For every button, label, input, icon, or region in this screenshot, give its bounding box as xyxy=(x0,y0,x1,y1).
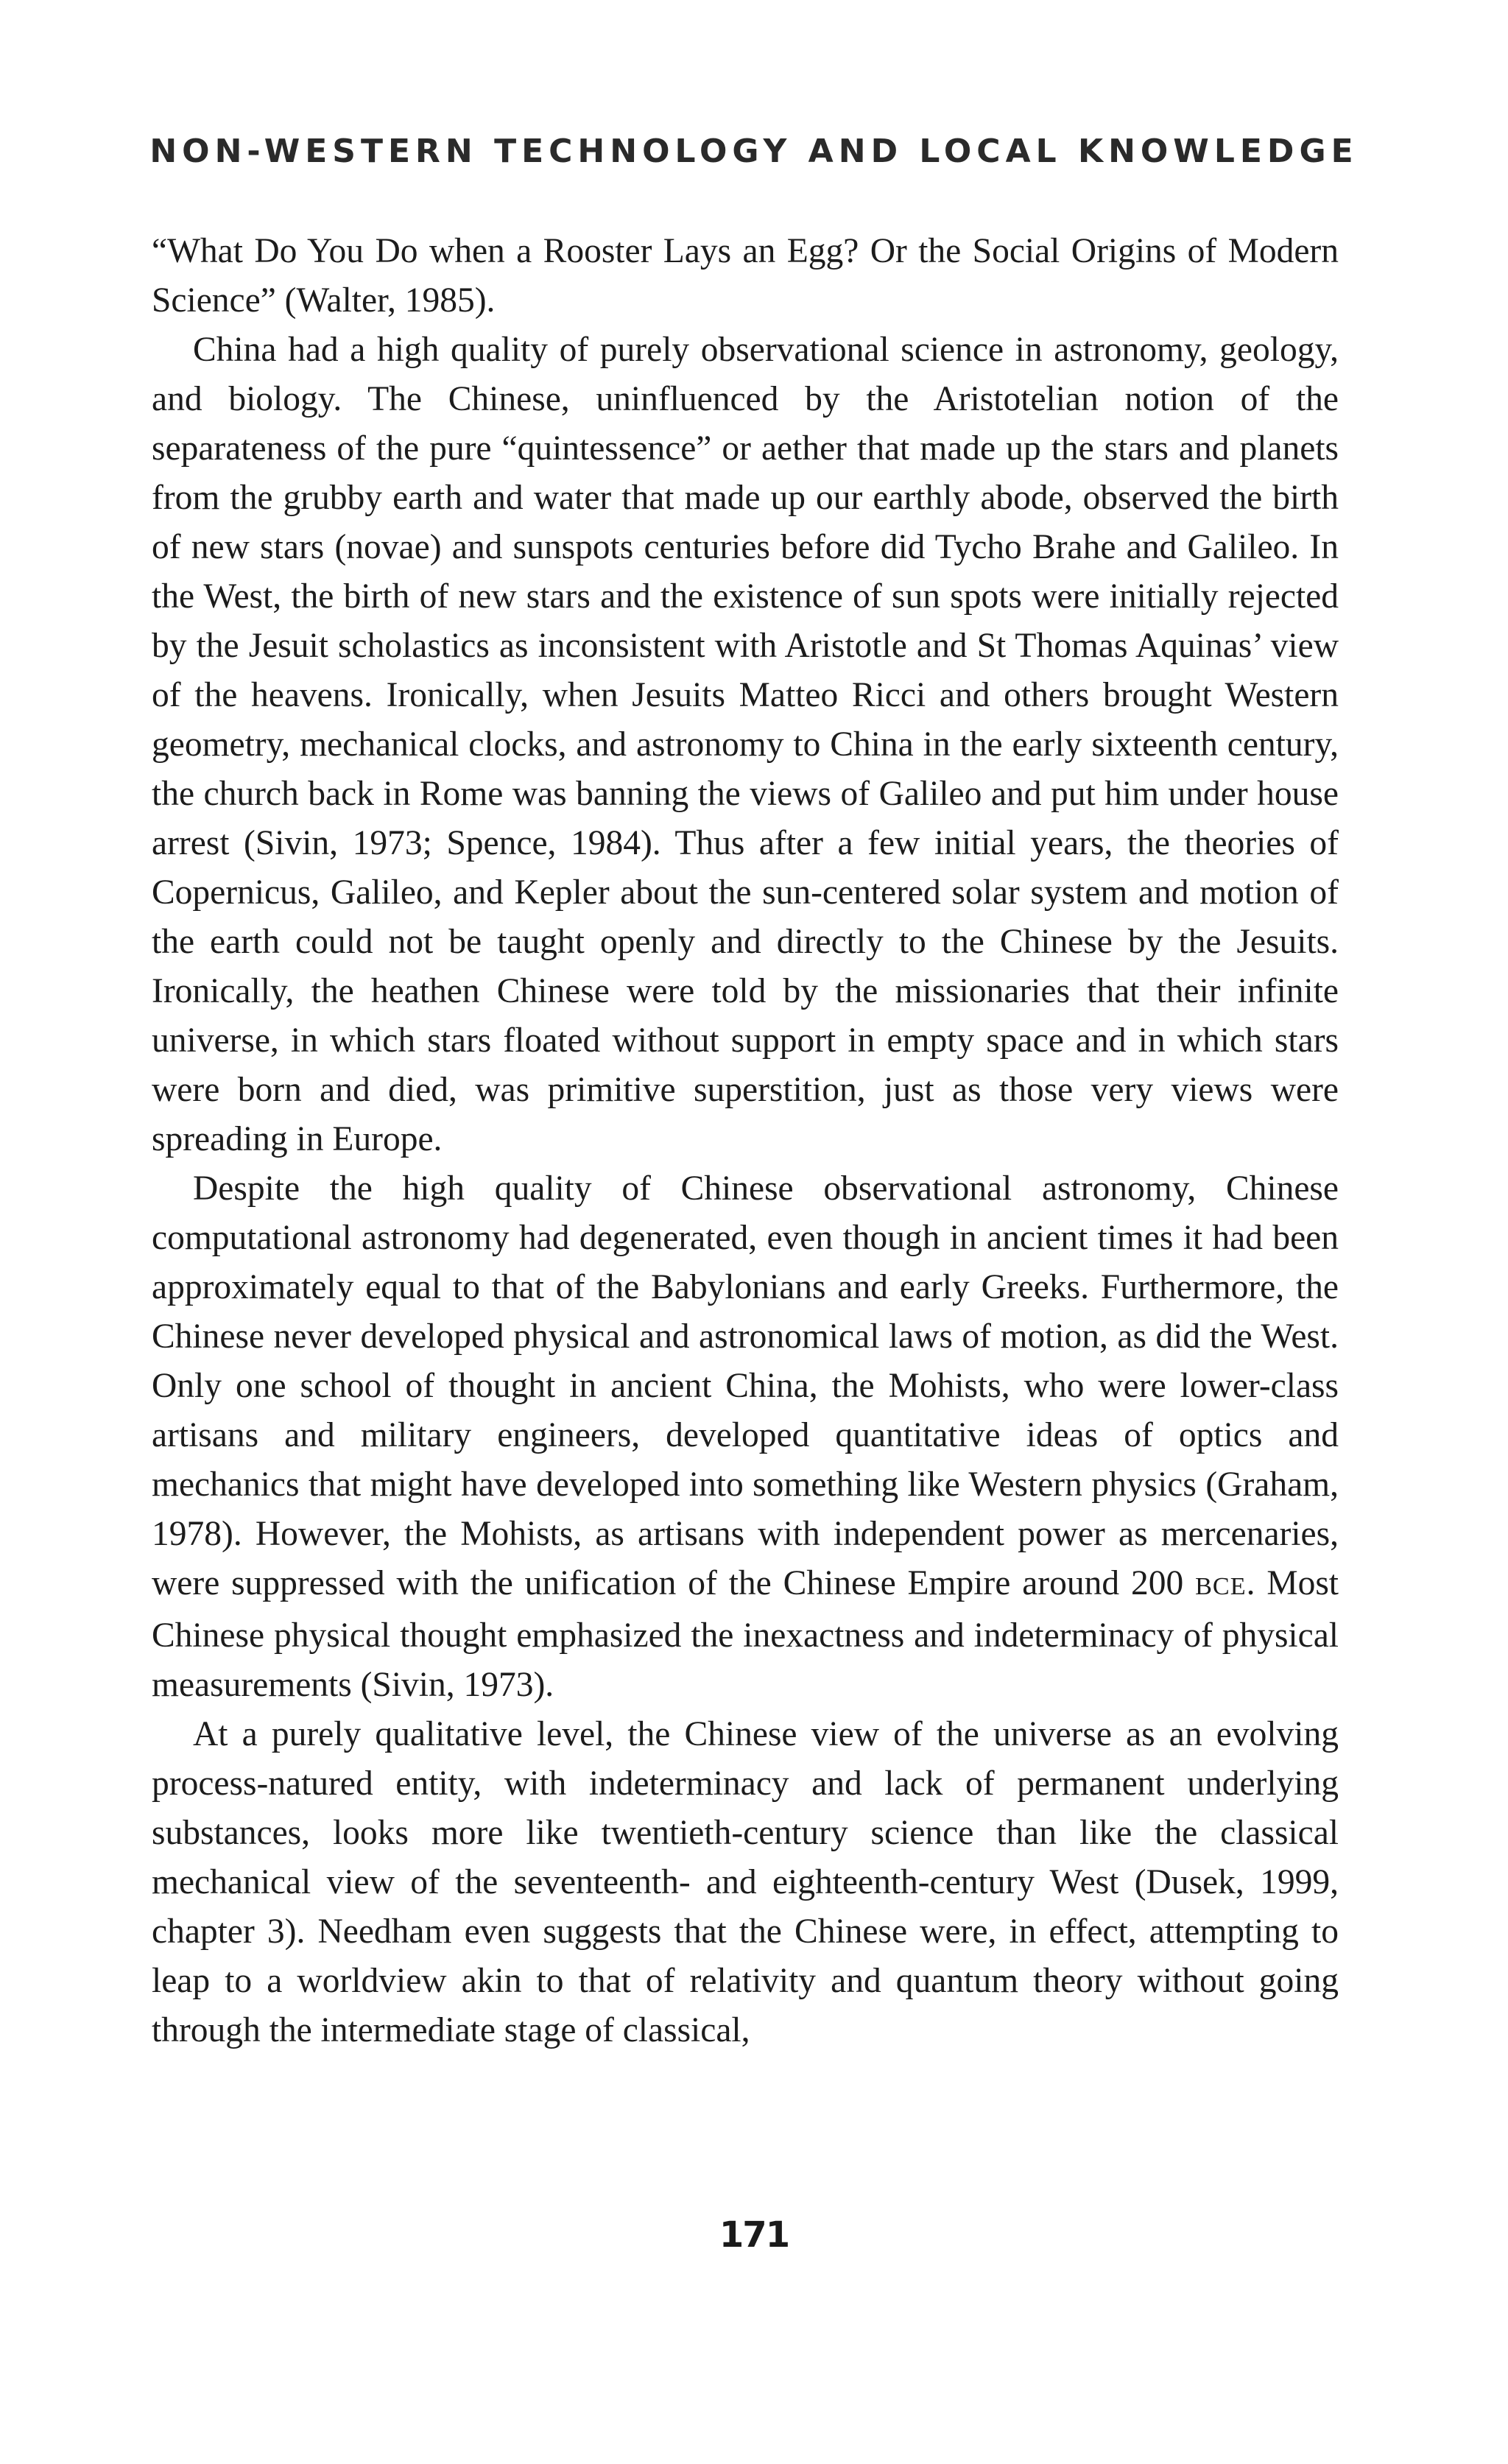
running-head: NON-WESTERN TECHNOLOGY AND LOCAL KNOWLEDGE xyxy=(149,133,1359,170)
page-number: 171 xyxy=(719,2214,789,2256)
paragraph-chinese-observational-science: China had a high quality of purely observational science in astronomy, geology, and biology. The Chinese, uninfluenced by the Aristotelian notion of the separateness of the pure “quintessence” or aether that made up the stars and planets from the grubby earth and water that made up our earthly abode, observed the birth of new stars (novae) and sunspots centuries before did Tycho Brahe and Galileo. In the West, the birth of new stars and the existence of sun spots were initially rejected by the Jesuit scholastics as inconsistent with Aristotle and St Thomas Aquinas’ view of the heavens. Ironically, when Jesuits Matteo Ricci and others brought Western geometry, mechanical clocks, and astronomy to China in the early sixteenth century, the church back in Rome was banning the views of Galileo and put him under house arrest (Sivin, 1973; Spence, 1984). Thus after a few initial years, the theories of Copernicus, Galileo, and Kepler about the sun-centered solar system and motion of the earth could not be taught openly and directly to the Chinese by the Jesuits. Ironically, the heathen Chinese were told by the missionaries that their infinite universe, in which stars floated without support in empty space and in which stars were born and died, was primitive superstition, just as those very views were spreading in Europe. xyxy=(152,331,1339,1158)
paragraph-text-before: Despite the high quality of Chinese observational astronomy, Chinese computational astronomy had degenerated, even though in ancient times it had been approximately equal to that of the Babylonians and early Greeks. Furthermore, the Chinese never developed physical and astronomical laws of motion, as did the West. Only one school of thought in ancient China, the Mohists, who were lower-class artisans and military engineers, developed quantitative ideas of optics and mechanics that might have developed into something like Western physics (Graham, 1978). However, the Mohists, as artisans with independent power as mercenaries, were suppressed with the unification of the Chinese Empire around 200 xyxy=(152,1169,1339,1602)
body-text xyxy=(152,227,1339,2055)
paragraph-continuation: “What Do You Do when a Rooster Lays an Egg? Or the Social Origins of Modern Science” (Walter, 1985). xyxy=(152,232,1339,320)
paragraph-text-after: . Most Chinese physical thought emphasized the inexactness and indeterminacy of physical measurements (Sivin, 1973). xyxy=(152,1564,1339,1704)
paragraph-qualitative-view: At a purely qualitative level, the Chinese view of the universe as an evolving process-natured entity, with indeterminacy and lack of permanent underlying substances, looks more like twentieth-century science than like the classical mechanical view of the seventeenth- and eighteenth-century West (Dusek, 1999, chapter 3). Needham even suggests that the Chinese were, in effect, attempting to leap to a worldview akin to that of relativity and quantum theory without going through the intermediate stage of classical, xyxy=(152,1715,1339,2049)
era-abbreviation: BCE xyxy=(1195,1573,1247,1600)
paragraph-computational-astronomy xyxy=(152,1164,1339,1710)
